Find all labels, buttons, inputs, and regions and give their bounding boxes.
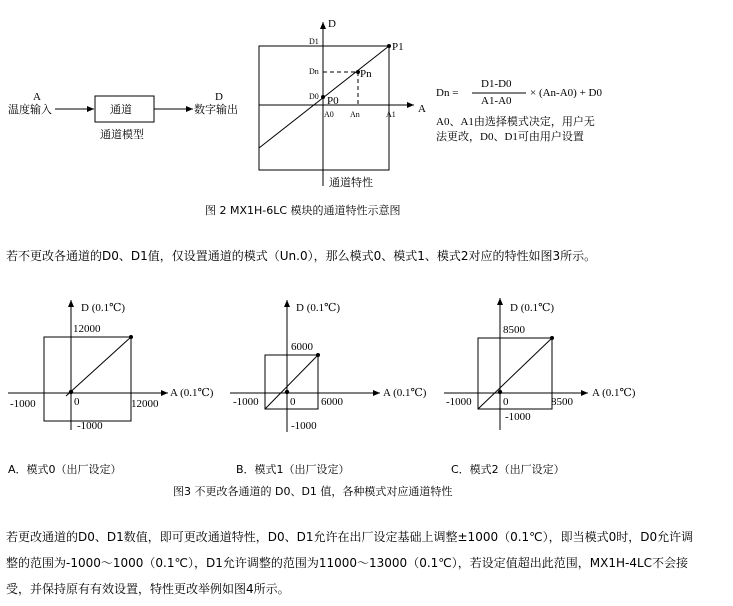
graph-b-origin-dot — [285, 390, 289, 394]
fig2-note-line2: 法更改，D0、D1可由用户设置 — [436, 131, 584, 143]
graph-c-origin-dot — [498, 390, 502, 394]
graph-a-d-axis-label: D (0.1℃) — [81, 302, 126, 314]
fig2-an-label: An — [350, 110, 360, 119]
graph-a-a-min: -1000 — [10, 398, 36, 410]
fig2-output-symbol: D — [215, 91, 223, 103]
graph-b-max-dot — [316, 353, 320, 357]
graph-b-a-min: -1000 — [233, 396, 259, 408]
fig2-d0-label: D0 — [309, 92, 319, 101]
graph-b-d-max: 6000 — [291, 341, 313, 353]
fig2-input-label: 温度输入 — [8, 104, 52, 116]
fig2-a1-label: A1 — [386, 110, 396, 119]
fig2-p0-label: P0 — [327, 95, 339, 107]
fig2-p1-label: P1 — [392, 41, 404, 53]
fig2-dn-label: Dn — [309, 67, 319, 76]
graph-b-d-axis-label: D (0.1℃) — [296, 302, 341, 314]
formula-denominator: A1-A0 — [481, 95, 512, 107]
fig2-point-p0 — [321, 95, 325, 99]
fig2-a0-label: A0 — [324, 110, 334, 119]
fig2-a-axis-label: A — [418, 103, 426, 115]
formula-rhs: × (An-A0) + D0 — [530, 87, 602, 99]
paragraph-2-line-1: 若更改通道的D0、D1数值，即可更改通道特性，D0、D1允许在出厂设定基础上调整±1000（0.1℃），即当模式0时，D0允许调 — [6, 530, 694, 544]
paragraph-2-line-2: 整的范围为-1000～1000（0.1℃），D1允许调整的范围为11000～13000（0.1℃），若设定值超出此范围，MX1H-4LC不会接 — [6, 556, 689, 570]
graph-b-a-max: 6000 — [321, 396, 343, 408]
fig2-block-diagram — [8, 91, 238, 141]
formula-lhs: Dn = — [436, 87, 459, 99]
graph-a-caption: A．模式0（出厂设定） — [8, 463, 122, 476]
graph-c-d-axis-label: D (0.1℃) — [510, 302, 555, 314]
graph-c-a-min: -1000 — [446, 396, 472, 408]
graph-b-d-min: -1000 — [291, 420, 317, 432]
graph-a-frame — [44, 337, 131, 421]
fig2-note-line1: A0、A1由选择模式决定，用户无 — [436, 116, 595, 128]
fig3-caption: 图3 不更改各通道的 D0、D1 值，各种模式对应通道特性 — [173, 485, 453, 498]
paragraph-2-line-3: 受，并保持原有有效设置，特性更改举例如图4所示。 — [6, 582, 290, 596]
graph-c-d-min: -1000 — [505, 411, 531, 423]
fig3-graph-c — [444, 298, 636, 476]
graph-a-max-dot — [129, 335, 133, 339]
fig2-characteristic-graph — [259, 18, 426, 189]
graph-c-line — [478, 338, 552, 409]
graph-a-d-max: 12000 — [73, 323, 101, 335]
graph-b-origin: 0 — [290, 396, 296, 408]
graph-a-a-max: 12000 — [131, 398, 159, 410]
fig2-input-symbol: A — [33, 91, 41, 103]
fig2-point-p1 — [387, 44, 391, 48]
graph-a-line — [66, 337, 131, 396]
fig2-frame — [259, 46, 389, 170]
fig2-pn-label: Pn — [360, 68, 372, 80]
graph-a-a-axis-label: A (0.1℃) — [170, 387, 214, 399]
graph-b-caption: B．模式1（出厂设定） — [236, 463, 350, 476]
fig2-output-label: 数字输出 — [194, 104, 238, 116]
graph-c-max-dot — [550, 336, 554, 340]
graph-c-a-axis-label: A (0.1℃) — [592, 387, 636, 399]
fig2-d1-label: D1 — [309, 37, 319, 46]
formula-numerator: D1-D0 — [481, 78, 512, 90]
fig2-graph-label: 通道特性 — [329, 177, 373, 189]
graph-a-origin-dot — [69, 390, 73, 394]
fig2-channel-box-label: 通道 — [110, 104, 132, 116]
fig2-caption: 图 2 MX1H-6LC 模块的通道特性示意图 — [205, 204, 401, 217]
paragraph-1: 若不更改各通道的D0、D1值，仅设置通道的模式（Un.0），那么模式0、模式1、模式2对应的特性如图3所示。 — [6, 249, 597, 263]
graph-a-origin: 0 — [74, 396, 80, 408]
graph-c-a-max: 8500 — [551, 396, 573, 408]
fig2-model-label: 通道模型 — [100, 129, 144, 141]
graph-c-d-max: 8500 — [503, 324, 525, 336]
graph-c-origin: 0 — [503, 396, 509, 408]
fig3-graph-b — [230, 300, 427, 476]
graph-c-caption: C．模式2（出厂设定） — [451, 463, 565, 476]
graph-a-d-min: -1000 — [77, 420, 103, 432]
fig2-d-axis-label: D — [328, 18, 336, 30]
fig3-graph-a — [8, 300, 214, 476]
fig2-formula — [436, 78, 602, 143]
graph-b-a-axis-label: A (0.1℃) — [383, 387, 427, 399]
